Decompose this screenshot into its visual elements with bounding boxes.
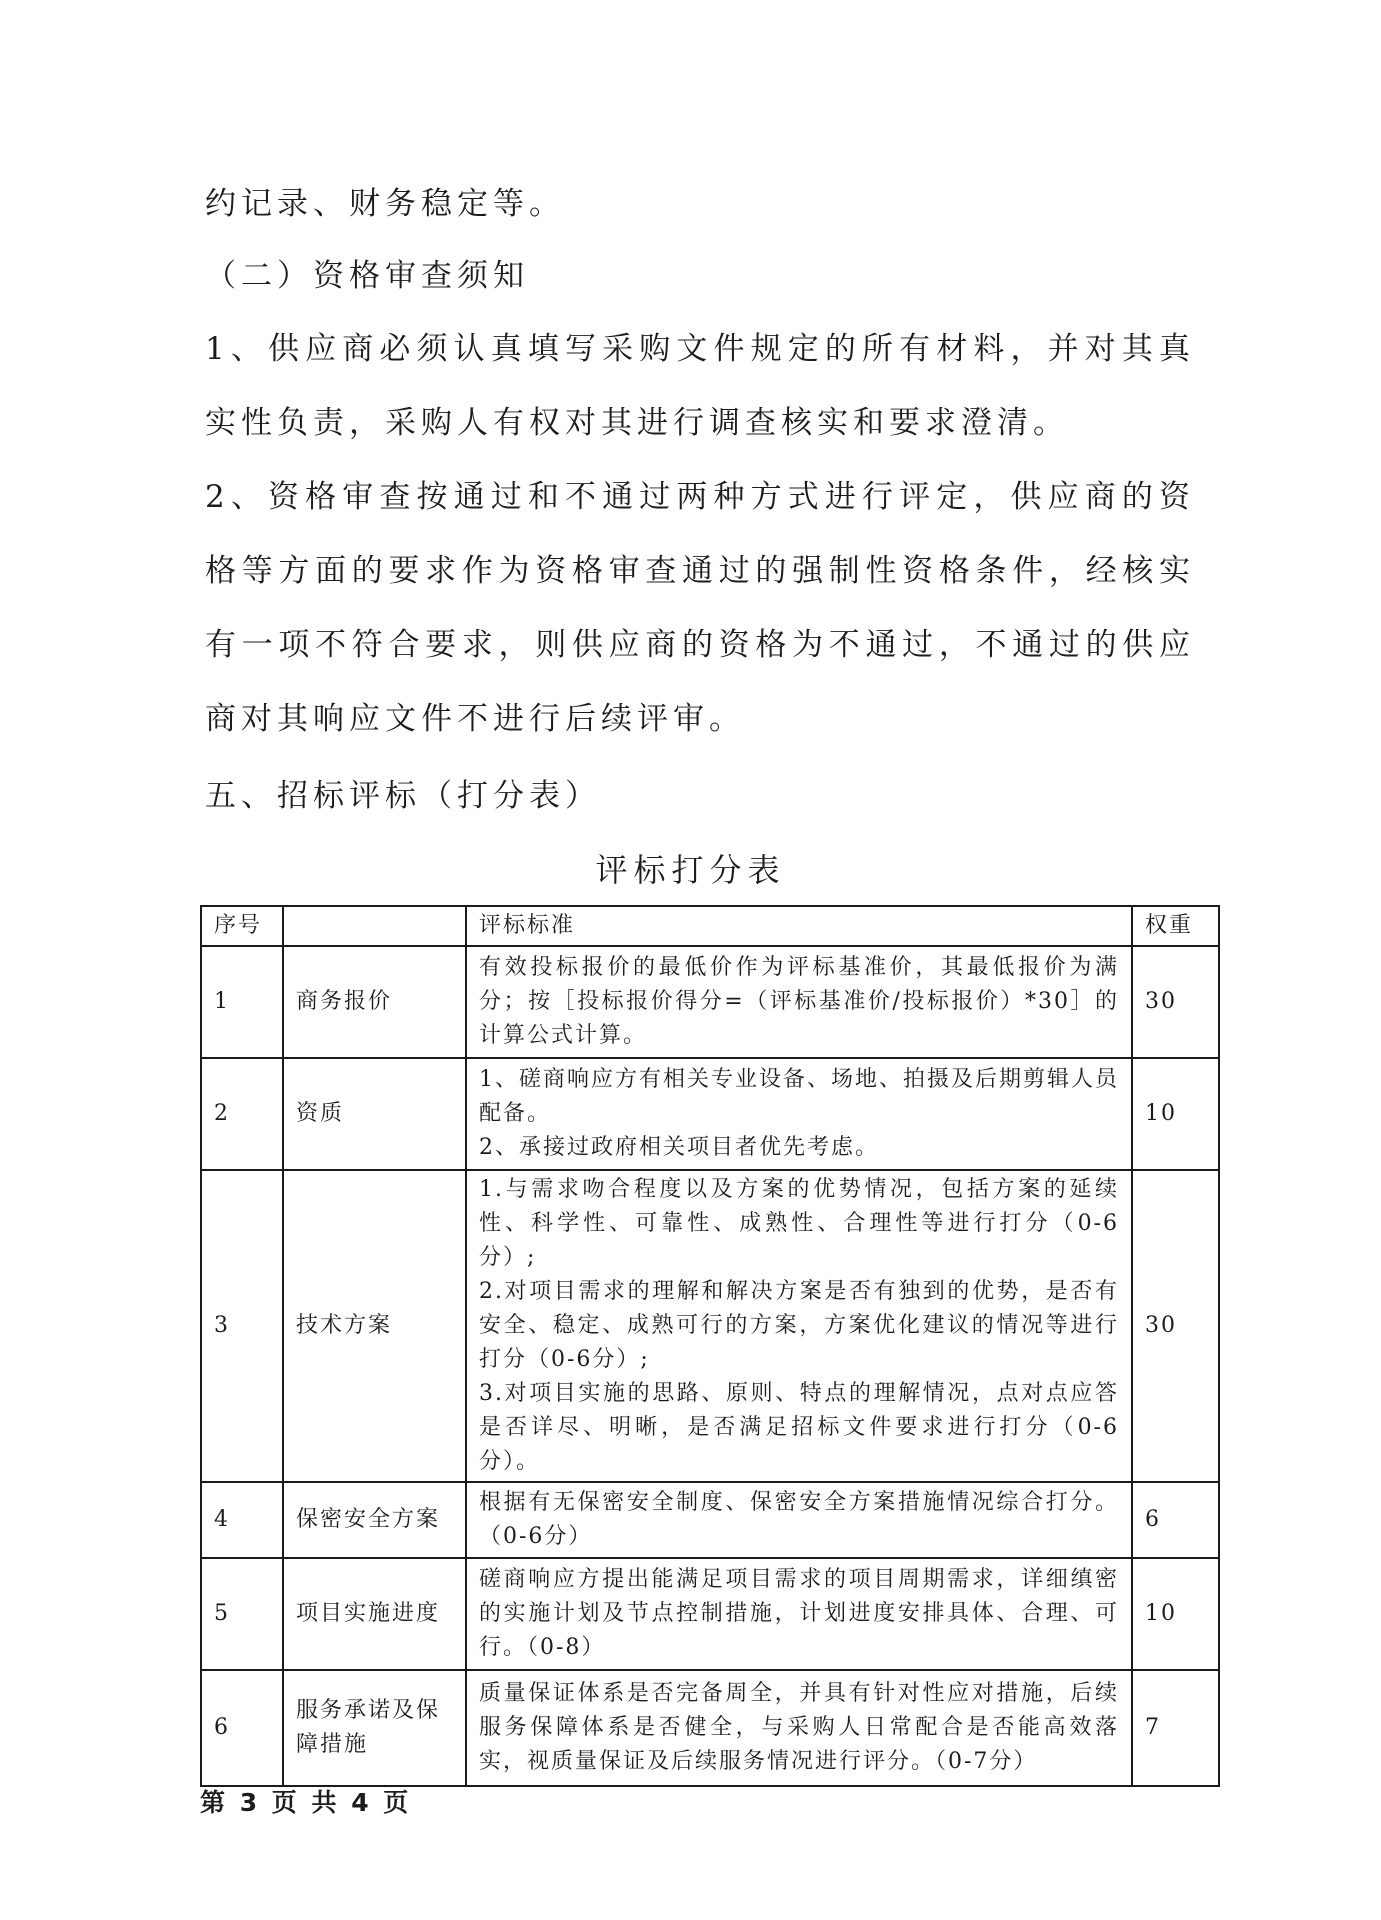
row-item: 资质 [283,1058,466,1170]
header-no: 序号 [201,906,283,946]
row-weight: 6 [1132,1482,1219,1558]
row-criteria [466,1558,1132,1670]
table-row [201,1170,1219,1482]
table-header-row [201,906,1219,946]
criteria-line: 3.对项目实施的思路、原则、特点的理解情况，点对点应答是否详尽、明晰，是否满足招标文件要求进行打分（0-6分）。 [479,1381,1119,1474]
row-no: 1 [201,946,283,1058]
scoring-table [200,905,1220,1787]
table-row [201,946,1219,1058]
criteria-line: 有效投标报价的最低价作为评标基准价，其最低报价为满分；按［投标报价得分=（评标基准价/投标报价）*30］的计算公式计算。 [479,955,1119,1048]
table-title: 评标打分表 [595,851,786,889]
row-no: 3 [201,1170,283,1482]
row-item: 项目实施进度 [283,1558,466,1670]
row-weight: 30 [1132,946,1219,1058]
row-item: 保密安全方案 [283,1482,466,1558]
header-criteria: 评标标准 [466,906,1132,946]
criteria-line: 1.与需求吻合程度以及方案的优势情况，包括方案的延续性、科学性、可靠性、成熟性、合理性等进行打分（0-6分）; [479,1177,1119,1270]
row-criteria [466,946,1132,1058]
criteria-line: 磋商响应方提出能满足项目需求的项目周期需求，详细缜密的实施计划及节点控制措施，计划进度安排具体、合理、可行。（0-8） [479,1567,1119,1660]
row-item: 技术方案 [283,1170,466,1482]
row-criteria [466,1058,1132,1170]
header-item [283,906,466,946]
page-number: 第 3 页 共 4 页 [200,1788,412,1817]
table-row [201,1482,1219,1558]
row-no: 5 [201,1558,283,1670]
row-criteria [466,1170,1132,1482]
row-weight: 30 [1132,1170,1219,1482]
criteria-line: 根据有无保密安全制度、保密安全方案措施情况综合打分。（0-6分） [479,1490,1119,1549]
row-no: 2 [201,1058,283,1170]
row-criteria [466,1482,1132,1558]
row-no: 4 [201,1482,283,1558]
table-row [201,1058,1219,1170]
row-item: 服务承诺及保障措施 [283,1670,466,1786]
row-no: 6 [201,1670,283,1786]
paragraph-continuation: 约记录、财务稳定等。 [205,186,565,222]
paragraph-item-1: 1、供应商必须认真填写采购文件规定的所有材料，并对其真实性负责，采购人有权对其进行调查核实和要求澄清。 [205,331,1195,441]
table-row [201,1558,1219,1670]
criteria-line: 1、磋商响应方有相关专业设备、场地、拍摄及后期剪辑人员配备。 [479,1067,1119,1126]
criteria-line: 2、承接过政府相关项目者优先考虑。 [479,1135,879,1160]
section-heading-qualification-notice: （二）资格审查须知 [205,258,529,294]
row-weight: 7 [1132,1670,1219,1786]
header-weight: 权重 [1132,906,1219,946]
criteria-line: 质量保证体系是否完备周全，并具有针对性应对措施，后续服务保障体系是否健全，与采购人日常配合是否能高效落实，视质量保证及后续服务情况进行评分。（0-7分） [479,1681,1119,1774]
row-weight: 10 [1132,1558,1219,1670]
section-heading-evaluation: 五、招标评标（打分表） [205,778,601,814]
row-criteria [466,1670,1132,1786]
table-row [201,1670,1219,1786]
row-item: 商务报价 [283,946,466,1058]
paragraph-item-2: 2、资格审查按通过和不通过两种方式进行评定，供应商的资格等方面的要求作为资格审查通过的强制性资格条件，经核实有一项不符合要求，则供应商的资格为不通过，不通过的供应商对其响应文件不进行后续评审。 [205,479,1195,737]
row-weight: 10 [1132,1058,1219,1170]
criteria-line: 2.对项目需求的理解和解决方案是否有独到的优势，是否有安全、稳定、成熟可行的方案，方案优化建议的情况等进行打分（0-6分）; [479,1279,1119,1372]
